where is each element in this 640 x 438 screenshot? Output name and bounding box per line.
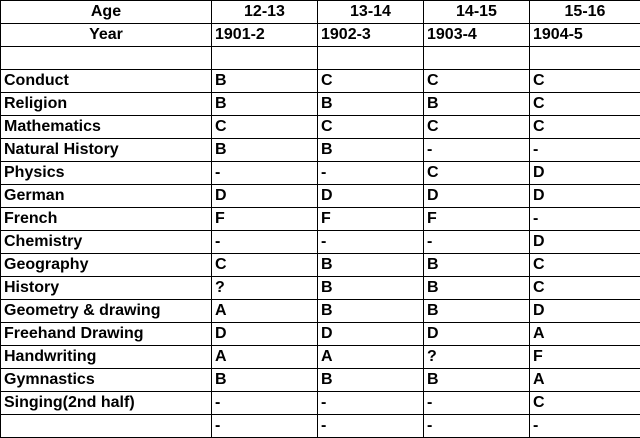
grade-cell: C: [424, 70, 530, 93]
subject-row: [1, 139, 640, 162]
age-header-cell: 13-14: [318, 1, 424, 24]
subject-name: Physics: [1, 162, 212, 185]
grade-cell: A: [318, 346, 424, 369]
grade-cell: D: [530, 300, 640, 323]
grade-cell: -: [530, 415, 640, 438]
spacer-cell: [1, 47, 212, 70]
grade-cell: -: [318, 162, 424, 185]
grade-cell: -: [212, 231, 318, 254]
subject-name: Geography: [1, 254, 212, 277]
age-header-cell: 12-13: [212, 1, 318, 24]
grade-cell: C: [530, 93, 640, 116]
grade-cell: F: [212, 208, 318, 231]
spacer-cell: [530, 47, 640, 70]
subject-row: [1, 208, 640, 231]
grade-cell: -: [318, 231, 424, 254]
grade-cell: A: [530, 369, 640, 392]
grade-cell: B: [318, 277, 424, 300]
grade-cell: D: [530, 162, 640, 185]
grade-cell: ?: [424, 346, 530, 369]
year-header-cell: 1904-5: [530, 24, 640, 47]
grade-cell: C: [318, 116, 424, 139]
subject-row: [1, 254, 640, 277]
grade-cell: C: [424, 116, 530, 139]
grade-cell: B: [424, 254, 530, 277]
grade-cell: C: [530, 70, 640, 93]
age-header-row: [1, 1, 640, 24]
year-header-label: Year: [1, 24, 212, 47]
subject-row: [1, 185, 640, 208]
grade-cell: C: [530, 116, 640, 139]
subject-name: French: [1, 208, 212, 231]
grade-cell: -: [212, 162, 318, 185]
grade-cell: D: [212, 185, 318, 208]
subject-name: Religion: [1, 93, 212, 116]
grade-cell: -: [530, 208, 640, 231]
subject-name: Freehand Drawing: [1, 323, 212, 346]
grade-cell: F: [424, 208, 530, 231]
year-header-row: [1, 24, 640, 47]
grade-cell: D: [530, 185, 640, 208]
subject-name: [1, 415, 212, 438]
spacer-cell: [212, 47, 318, 70]
subject-row: [1, 415, 640, 438]
grade-cell: B: [212, 93, 318, 116]
subject-row: [1, 70, 640, 93]
grade-cell: C: [530, 277, 640, 300]
grade-cell: B: [318, 254, 424, 277]
subject-name: German: [1, 185, 212, 208]
subject-row: [1, 346, 640, 369]
age-header-cell: 15-16: [530, 1, 640, 24]
grade-cell: B: [212, 70, 318, 93]
subject-row: [1, 277, 640, 300]
grade-cell: -: [318, 392, 424, 415]
grade-cell: B: [212, 139, 318, 162]
grade-cell: D: [424, 185, 530, 208]
grade-cell: D: [530, 231, 640, 254]
subject-row: [1, 162, 640, 185]
subject-name: Natural History: [1, 139, 212, 162]
subject-row: [1, 369, 640, 392]
grade-cell: D: [318, 323, 424, 346]
grade-cell: B: [424, 93, 530, 116]
grade-cell: B: [318, 93, 424, 116]
grade-cell: B: [424, 277, 530, 300]
grade-cell: B: [318, 300, 424, 323]
spacer-row: [1, 47, 640, 70]
spacer-cell: [318, 47, 424, 70]
subject-row: [1, 93, 640, 116]
year-header-cell: 1902-3: [318, 24, 424, 47]
grade-cell: -: [424, 139, 530, 162]
subject-name: Gymnastics: [1, 369, 212, 392]
subject-name: Geometry & drawing: [1, 300, 212, 323]
grade-cell: C: [318, 70, 424, 93]
year-header-cell: 1901-2: [212, 24, 318, 47]
subject-rows: [1, 70, 640, 438]
grade-cell: F: [530, 346, 640, 369]
grade-cell: F: [318, 208, 424, 231]
subject-row: [1, 116, 640, 139]
grade-cell: -: [424, 392, 530, 415]
grade-cell: -: [424, 415, 530, 438]
grade-cell: C: [424, 162, 530, 185]
grade-cell: A: [212, 300, 318, 323]
grade-cell: B: [318, 369, 424, 392]
spacer-cell: [424, 47, 530, 70]
grade-cell: B: [424, 369, 530, 392]
grade-cell: ?: [212, 277, 318, 300]
grade-cell: D: [318, 185, 424, 208]
grade-cell: D: [212, 323, 318, 346]
grade-cell: A: [530, 323, 640, 346]
grade-cell: B: [318, 139, 424, 162]
grade-cell: -: [424, 231, 530, 254]
grade-cell: -: [212, 392, 318, 415]
grade-cell: B: [424, 300, 530, 323]
grade-cell: -: [530, 139, 640, 162]
subject-name: History: [1, 277, 212, 300]
subject-row: [1, 323, 640, 346]
grade-cell: C: [212, 116, 318, 139]
subject-name: Conduct: [1, 70, 212, 93]
grade-cell: B: [212, 369, 318, 392]
subject-name: Chemistry: [1, 231, 212, 254]
grade-cell: D: [424, 323, 530, 346]
year-header-cell: 1903-4: [424, 24, 530, 47]
subject-row: [1, 300, 640, 323]
grade-cell: A: [212, 346, 318, 369]
subject-row: [1, 231, 640, 254]
subject-name: Mathematics: [1, 116, 212, 139]
subject-row: [1, 392, 640, 415]
grade-cell: C: [530, 254, 640, 277]
subject-name: Handwriting: [1, 346, 212, 369]
grade-cell: -: [212, 415, 318, 438]
age-header-label: Age: [1, 1, 212, 24]
grade-cell: C: [212, 254, 318, 277]
subject-name: Singing(2nd half): [1, 392, 212, 415]
age-header-cell: 14-15: [424, 1, 530, 24]
grade-cell: -: [318, 415, 424, 438]
grade-cell: C: [530, 392, 640, 415]
